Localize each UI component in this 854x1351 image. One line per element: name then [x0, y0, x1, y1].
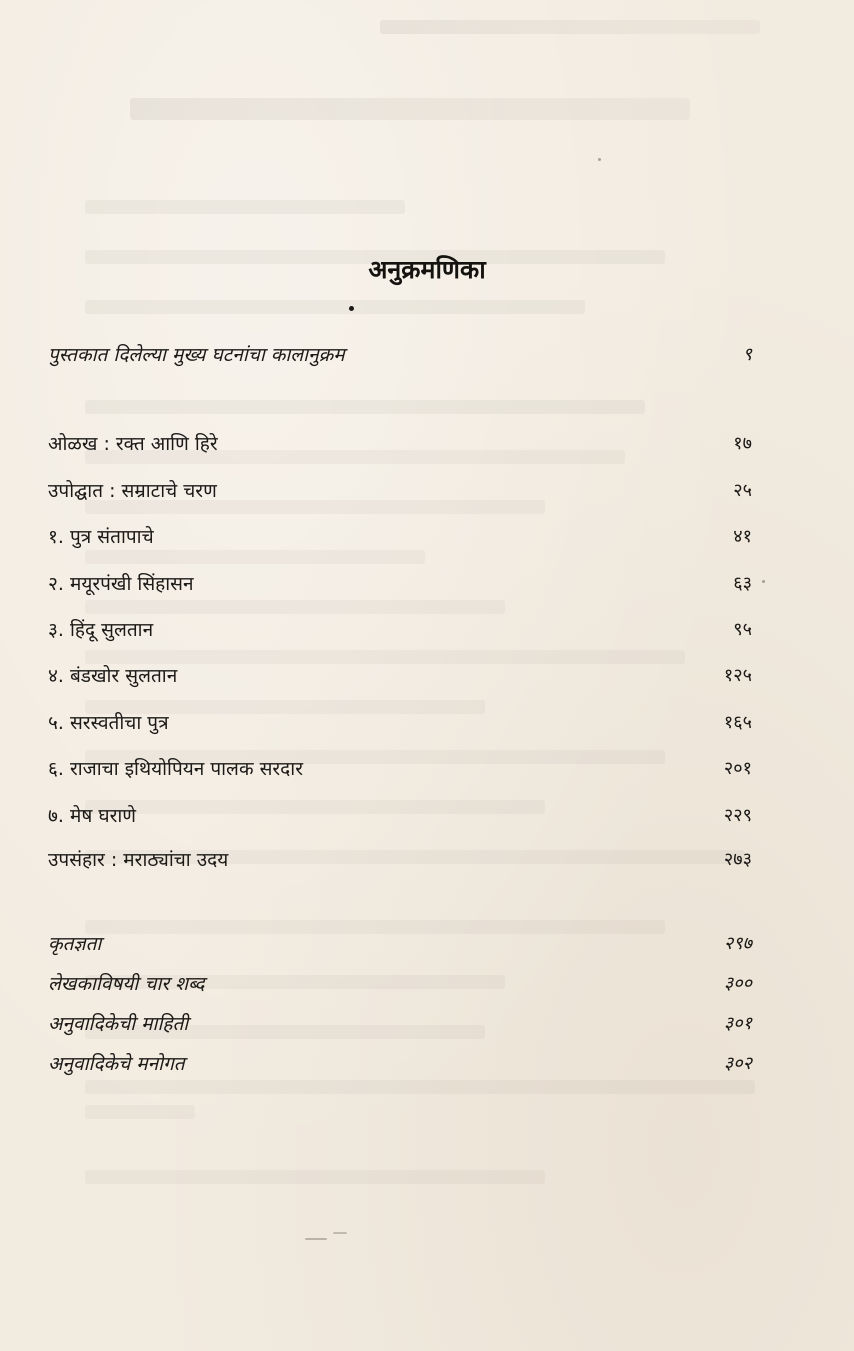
- toc-entry-chapter-2[interactable]: [48, 567, 758, 599]
- toc-entry-page: ३०१: [723, 1013, 752, 1034]
- toc-entry-about-author[interactable]: [48, 967, 758, 999]
- toc-entry-translator-note[interactable]: [48, 1047, 758, 1079]
- toc-entry-prologue[interactable]: [48, 474, 758, 506]
- toc-entry-chronology[interactable]: [48, 338, 758, 370]
- toc-entry-page: २९७: [723, 933, 752, 954]
- toc-entry-introduction[interactable]: [48, 427, 758, 459]
- paper-speck: [762, 580, 765, 583]
- toc-entry-about-translator[interactable]: [48, 1007, 758, 1039]
- toc-entry-label: उपोद्घात : सम्राटाचे चरण: [48, 480, 217, 502]
- toc-entry-label: ओळख : रक्त आणि हिरे: [48, 433, 218, 455]
- toc-entry-chapter-3[interactable]: [48, 613, 758, 645]
- toc-entry-page: ९५: [733, 619, 752, 640]
- toc-entry-page: ३०२: [723, 1053, 752, 1074]
- toc-entry-label: ६. राजाचा इथियोपियन पालक सरदार: [48, 758, 303, 780]
- paper-speck: [305, 1238, 327, 1240]
- toc-entry-chapter-6[interactable]: [48, 752, 758, 784]
- page-title: अनुक्रमणिका: [368, 255, 486, 284]
- toc-entry-label: २. मयूरपंखी सिंहासन: [48, 573, 194, 595]
- toc-entry-label: कृतज्ञता: [48, 933, 102, 955]
- paper-speck: [598, 158, 601, 161]
- toc-entry-chapter-5[interactable]: [48, 706, 758, 738]
- toc-entry-page: २५: [733, 480, 752, 501]
- toc-entry-epilogue[interactable]: [48, 843, 758, 875]
- toc-entry-page: २०१: [723, 758, 752, 779]
- toc-entry-label: पुस्तकात दिलेल्या मुख्य घटनांचा कालानुक्रम: [48, 344, 345, 366]
- toc-entry-chapter-7[interactable]: [48, 799, 758, 831]
- toc-entry-page: २२९: [723, 805, 752, 826]
- toc-entry-page: ९: [742, 344, 752, 365]
- toc-entry-page: ३००: [723, 973, 752, 994]
- toc-entry-page: २७३: [723, 849, 752, 870]
- toc-entry-label: ७. मेष घराणे: [48, 805, 137, 827]
- toc-entry-chapter-1[interactable]: [48, 520, 758, 552]
- toc-entry-label: अनुवादिकेची माहिती: [48, 1013, 189, 1035]
- toc-entry-label: लेखकाविषयी चार शब्द: [48, 973, 205, 995]
- toc-entry-label: उपसंहार : मराठ्यांचा उदय: [48, 849, 229, 871]
- toc-entry-acknowledgements[interactable]: [48, 927, 758, 959]
- toc-entry-page: ६३: [733, 573, 752, 594]
- toc-entry-page: १२५: [723, 665, 752, 686]
- toc-entry-page: १६५: [723, 712, 752, 733]
- toc-entry-label: ५. सरस्वतीचा पुत्र: [48, 712, 169, 734]
- toc-entry-page: १७: [733, 433, 752, 454]
- toc-entry-page: ४१: [733, 526, 752, 547]
- paper-speck: [333, 1232, 347, 1234]
- toc-entry-chapter-4[interactable]: [48, 659, 758, 691]
- toc-entry-label: १. पुत्र संतापाचे: [48, 526, 154, 548]
- toc-entry-label: ३. हिंदू सुलतान: [48, 619, 154, 641]
- toc-entry-label: ४. बंडखोर सुलतान: [48, 665, 178, 687]
- toc-entry-label: अनुवादिकेचे मनोगत: [48, 1053, 185, 1075]
- title-dot: [349, 306, 354, 311]
